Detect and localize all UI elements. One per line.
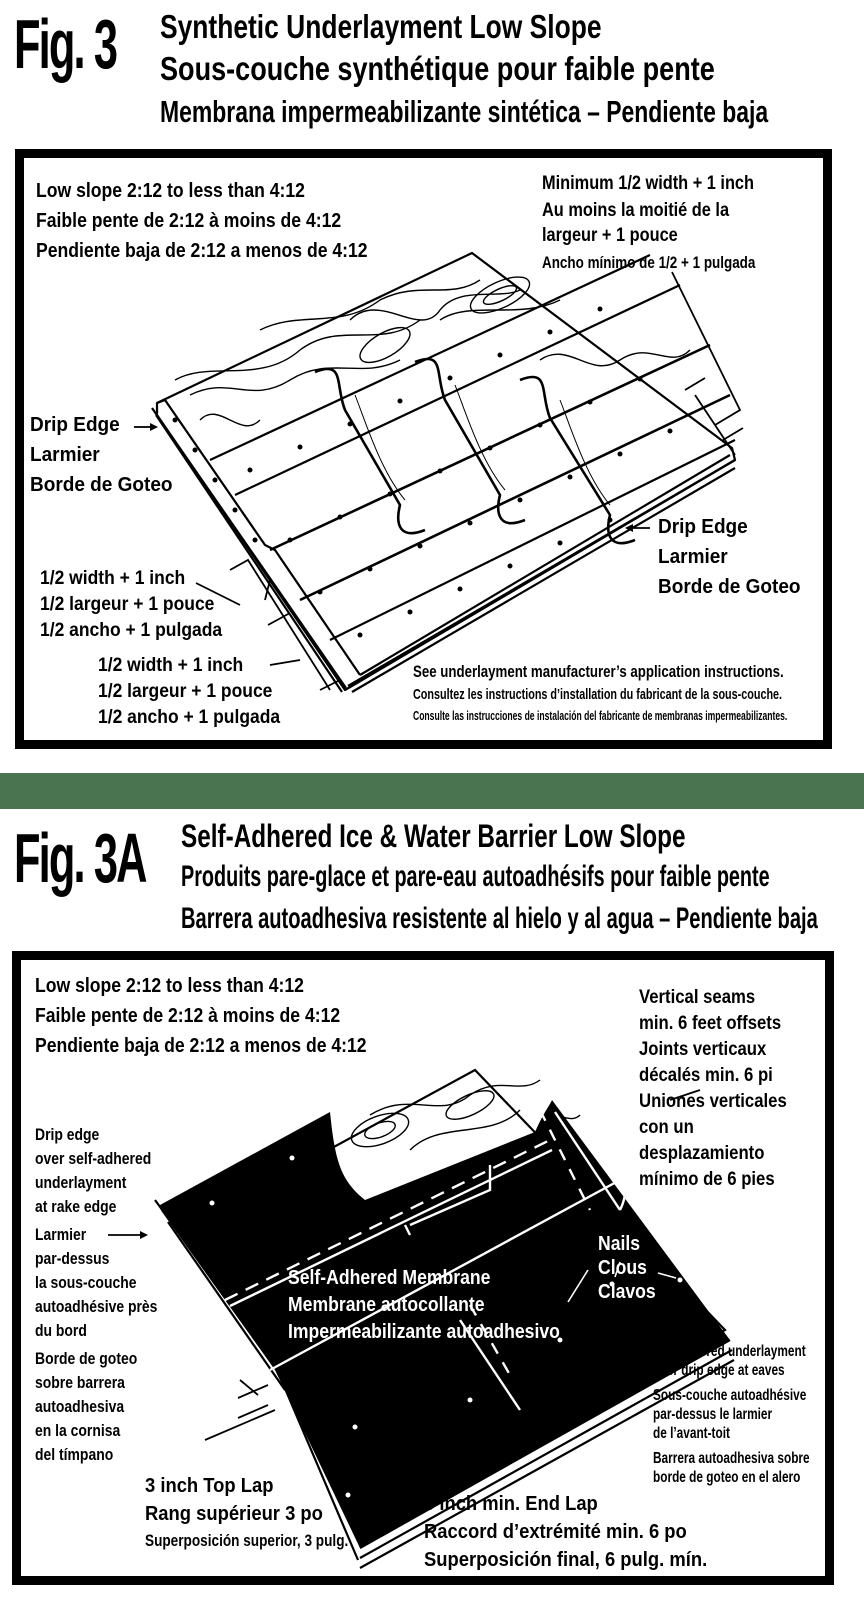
eaves-fr-line: par-dessus le larmier [653, 1406, 773, 1423]
fig3-number: Fig. 3 [14, 5, 117, 83]
fig3a-title-es: Barrera autoadhesiva resistente al hielo y al agua – Pendiente baja [181, 902, 818, 935]
vertical-seams-line: Uniones verticales [639, 1091, 787, 1112]
fig3-min-width-fr-2: largeur + 1 pouce [542, 225, 678, 246]
rake-es-line: autoadhesiva [35, 1397, 125, 1416]
half-width-es: 1/2 ancho + 1 pulgada [40, 620, 223, 641]
drip-edge-fr: Larmier [30, 444, 100, 466]
instructions-en: See underlayment manufacturer’s application instructions. [413, 662, 784, 681]
fig3-min-width-en: Minimum 1/2 width + 1 inch [542, 173, 755, 194]
membrane-fr: Membrane autocollante [288, 1294, 485, 1316]
rake-en-line: Drip edge [35, 1125, 100, 1144]
eaves-es-line: Barrera autoadhesiva sobre [653, 1450, 810, 1467]
drip-edge-es: Borde de Goteo [658, 576, 801, 598]
instructions-fr: Consultez les instructions d’installation du fabricant de la sous-couche. [413, 686, 783, 703]
fig3-slope-fr: Faible pente de 2:12 à moins de 4:12 [36, 210, 342, 232]
fig3a-slope-en: Low slope 2:12 to less than 4:12 [35, 975, 304, 997]
fig3a-top-lap-label [145, 1472, 399, 1554]
membrane-en: Self-Adhered Membrane [288, 1267, 491, 1289]
fig3a-title-fr: Produits pare-glace et pare-eau autoadhésifs pour faible pente [181, 860, 770, 893]
half-width-en: 1/2 width + 1 inch [40, 568, 186, 589]
top-lap-es: Superposición superior, 3 pulg. [145, 1531, 349, 1550]
rake-fr-line: du bord [35, 1321, 87, 1340]
fig3a-vertical-seams-label [639, 985, 787, 1193]
rake-es-line: del tímpano [35, 1445, 114, 1464]
half-width-fr: 1/2 largeur + 1 pouce [98, 681, 273, 702]
top-lap-fr: Rang supérieur 3 po [145, 1503, 323, 1525]
vertical-seams-line: décalés min. 6 pi [639, 1065, 773, 1086]
end-lap-en: 6 inch min. End Lap [424, 1493, 598, 1515]
drip-edge-fr: Larmier [658, 546, 728, 568]
rake-fr-line: Larmier [35, 1225, 87, 1244]
vertical-seams-line: con un [639, 1117, 694, 1138]
fig3-slope-es: Pendiente baja de 2:12 a menos de 4:12 [36, 240, 368, 262]
rake-fr-line: la sous-couche [35, 1273, 137, 1292]
vertical-seams-line: desplazamiento [639, 1143, 765, 1164]
fig3a-slope-es: Pendiente baja de 2:12 a menos de 4:12 [35, 1035, 367, 1057]
fig3a-number: Fig. 3A [14, 819, 146, 897]
vertical-seams-line: Vertical seams [639, 987, 756, 1008]
fig3-title-en: Synthetic Underlayment Low Slope [160, 8, 602, 45]
rake-en-line: over self-adhered [35, 1149, 152, 1168]
eaves-fr-line: Sous-couche autoadhésive [653, 1387, 807, 1404]
vertical-seams-line: mínimo de 6 pies [639, 1169, 775, 1190]
fig3a-slope-fr: Faible pente de 2:12 à moins de 4:12 [35, 1005, 341, 1027]
drip-edge-en: Drip Edge [658, 516, 748, 538]
fig3a-eaves-label [653, 1342, 810, 1487]
eaves-es-line: borde de goteo en el alero [653, 1469, 801, 1486]
rake-es-line: en la cornisa [35, 1421, 121, 1440]
half-width-es: 1/2 ancho + 1 pulgada [98, 707, 281, 728]
rake-es-line: sobre barrera [35, 1373, 125, 1392]
membrane-es: Impermeabilizante autoadhesivo [288, 1321, 560, 1343]
rake-en-line: underlayment [35, 1173, 127, 1192]
rake-es-line: Borde de goteo [35, 1349, 138, 1368]
vertical-seams-line: min. 6 feet offsets [639, 1013, 782, 1034]
eaves-en-line: over drip edge at eaves [653, 1362, 785, 1379]
rake-fr-line: autoadhésive près [35, 1297, 158, 1316]
fig3-title-es: Membrana impermeabilizante sintética – Pendiente baja [160, 94, 769, 129]
fig3a-membrane-label [288, 1265, 560, 1346]
fig3-slope-en: Low slope 2:12 to less than 4:12 [36, 180, 305, 202]
fig3-title-fr: Sous-couche synthétique pour faible pente [160, 50, 715, 87]
fig3-min-width-es: Ancho mínimo de 1/2 + 1 pulgada [542, 253, 756, 272]
fig3a-slope-label [35, 971, 367, 1061]
fig3-min-width-fr-1: Au moins la moitié de la [542, 200, 730, 221]
fig3a-title-en: Self-Adhered Ice & Water Barrier Low Slope [181, 818, 686, 854]
drip-edge-es: Borde de Goteo [30, 474, 173, 496]
nails-en: Nails [598, 1233, 641, 1255]
rake-fr-line: par-dessus [35, 1249, 110, 1268]
eaves-en-line: Self-adhered underlayment [653, 1343, 806, 1360]
end-lap-fr: Raccord d’extrémité min. 6 po [424, 1521, 687, 1543]
fig3a-nails-label [598, 1232, 656, 1304]
rake-en-line: at rake edge [35, 1197, 117, 1216]
fig3a-rake-drip-edge-label [35, 1123, 157, 1467]
end-lap-es: Superposición final, 6 pulg. mín. [424, 1549, 708, 1571]
top-lap-en: 3 inch Top Lap [145, 1475, 274, 1497]
half-width-en: 1/2 width + 1 inch [98, 655, 244, 676]
eaves-fr-line: de l’avant-toit [653, 1425, 730, 1442]
nails-es: Clavos [598, 1281, 656, 1303]
instructions-es: Consulte las instrucciones de instalación del fabricante de membranas impermeabilizantes. [413, 708, 788, 723]
vertical-seams-line: Joints verticaux [639, 1039, 767, 1060]
fig3a-end-lap-label [424, 1490, 707, 1574]
nails-fr: Clous [598, 1257, 647, 1279]
half-width-fr: 1/2 largeur + 1 pouce [40, 594, 215, 615]
drip-edge-en: Drip Edge [30, 414, 120, 436]
